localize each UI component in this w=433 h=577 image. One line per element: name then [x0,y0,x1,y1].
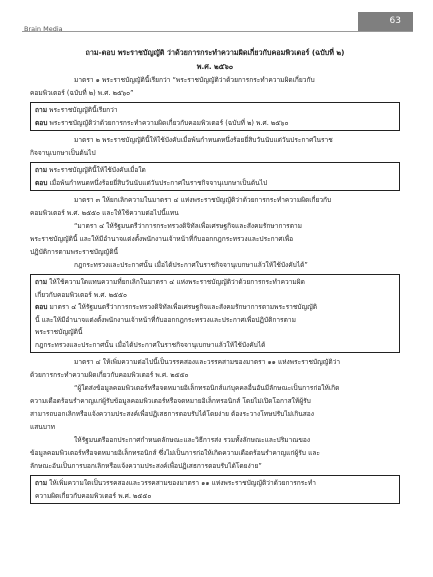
title-line-1: ถาม-ตอบ พระราชบัญญัติ ว่าด้วยการกระทำความผิดเกี่ยวกับคอมพิวเตอร์ (ฉบับที่ ๒) [85,48,345,57]
section1-para-line: มาตรา ๑ พระราชบัญญัตินี้เรียกว่า “พระราชบัญญัติว่าด้วยการกระทำความผิดเกี่ยวกับ [74,76,315,84]
question-label: ถาม [35,479,48,487]
section4-quote-line: สามารถบอกเลิกหรือแจ้งความประสงค์เพื่อปฏิเสธการตอบรับได้โดยง่าย ต้องระวางโทษปรับไม่เกินสอง [30,410,314,418]
answer-text: พระราชบัญญัติว่าด้วยการกระทำความผิดเกี่ยวกับคอมพิวเตอร์ (ฉบับที่ ๒) พ.ศ. ๒๕๖๐ [49,118,289,127]
page-header [22,12,413,32]
answer-text: มาตรา ๔ ให้รัฐมนตรีว่าการกระทรวงดิจิทัลเพื่อเศรษฐกิจและสังคมรักษาการตามพระราชบัญญัติ [49,303,318,311]
section3-quote-line: ปฏิบัติการตามพระราชบัญญัตินี้ [30,248,119,256]
section4-quote-line: แสนบาท [30,423,56,431]
section3-quote-line: กฎกระทรวงและประกาศนั้น เมื่อได้ประกาศในราชกิจจานุเบกษาแล้วให้ใช้บังคับได้” [74,261,308,269]
section4-para-line: มาตรา ๔ ให้เพิ่มความต่อไปนี้เป็นวรรคสองและวรรคสามของมาตรา ๑๑ แห่งพระราชบัญญัติว่า [74,358,341,366]
question-label: ถาม [35,106,48,114]
question-text: ให้เพิ่มความใดเป็นวรรคสองและวรรคสามของมาตรา ๑๑ แห่งพระราชบัญญัติว่าด้วยการกระทำ [49,479,316,487]
page-number-badge [358,12,413,31]
answer-label: ตอบ [35,178,48,187]
section3-para-line: คอมพิวเตอร์ พ.ศ. ๒๕๕๐ และให้ใช้ความต่อไปนี้แทน [30,209,179,217]
qa-box-section3 [30,274,400,353]
section4-quote-line: ข้อมูลคอมพิวเตอร์หรือจดหมายอิเล็กทรอนิกส์ ซึ่งไม่เป็นการก่อให้เกิดความเดือดร้อนรำคาญแก่ผู้รับ และ [30,449,320,457]
document-title [30,46,400,74]
section4-quote-line: ให้รัฐมนตรีออกประกาศกำหนดลักษณะและวิธีการส่ง รวมทั้งลักษณะและปริมาณของ [74,436,311,444]
section1-para-line: คอมพิวเตอร์ (ฉบับที่ ๒) พ.ศ. ๒๕๖๐” [30,89,134,97]
answer-label: ตอบ [35,118,48,127]
qa-box-section1 [30,102,400,131]
answer-text: เมื่อพ้นกำหนดหนึ่งร้อยยี่สิบวันนับแต่วันประกาศในราชกิจจานุเบกษาเป็นต้นไป [49,178,268,187]
question-label: ถาม [35,166,48,174]
section4-para-line: ด้วยการกระทำความผิดเกี่ยวกับคอมพิวเตอร์ พ.ศ. ๒๕๕๐ [30,371,189,379]
answer-text: นี้ และให้มีอำนาจแต่งตั้งพนักงานเจ้าหน้าที่กับออกกฎกระทรวงและประกาศเพื่อปฏิบัติการตาม [35,315,296,324]
answer-label: ตอบ [35,303,48,311]
section2-para-line: กิจจานุเบกษาเป็นต้นไป [30,149,96,157]
question-text: ให้ใช้ความใดแทนความที่ยกเลิกในมาตรา ๔ แห่งพระราชบัญญัติว่าด้วยการกระทำความผิด [49,278,305,286]
qa-box-section2 [30,162,400,191]
section3-quote-line: พระราชบัญญัตินี้ และให้มีอำนาจแต่งตั้งพนักงานเจ้าหน้าที่กับออกกฎกระทรวงและประกาศเพื่อ [30,235,294,243]
answer-text: พระราชบัญญัตินี้ [35,328,83,336]
qa-box-section4 [30,475,400,504]
page-content [30,46,400,507]
question-label: ถาม [35,278,48,286]
section4-quote-line: ความเดือดร้อนรำคาญแก่ผู้รับข้อมูลคอมพิวเตอร์หรือจดหมายอิเล็กทรอนิกส์ โดยไม่เปิดโอกาสให้ผู้รับ [30,397,311,405]
section3-quote-line: “มาตรา ๔ ให้รัฐมนตรีว่าการกระทรวงดิจิทัลเพื่อเศรษฐกิจและสังคมรักษาการตาม [74,222,303,230]
question-text: เกี่ยวกับคอมพิวเตอร์ พ.ศ. ๒๕๕๐ [35,290,128,299]
question-text: ความผิดเกี่ยวกับคอมพิวเตอร์ พ.ศ. ๒๕๕๐ [35,491,152,500]
section4-quote-line: “ผู้ใดส่งข้อมูลคอมพิวเตอร์หรือจดหมายอิเล็กทรอนิกส์แก่บุคคลอื่นอันมีลักษณะเป็นการก่อให้เกิด [74,384,340,392]
section2-para-line: มาตรา ๒ พระราชบัญญัตินี้ให้ใช้บังคับเมื่อพ้นกำหนดหนึ่งร้อยยี่สิบวันนับแต่วันประกาศในราช [74,136,333,144]
section4-quote-line: ลักษณะอันเป็นการบอกเลิกหรือแจ้งความประสงค์เพื่อปฏิเสธการตอบรับได้โดยง่าย” [30,462,262,470]
title-line-2: พ.ศ. ๒๕๖๐ [196,62,234,71]
answer-text: กฎกระทรวงและประกาศนั้น เมื่อได้ประกาศในราชกิจจานุเบกษาแล้วให้ใช้บังคับได้ [35,340,266,349]
brand-name: Brain Media [24,25,63,33]
question-text: พระราชบัญญัตินี้เรียกว่า [49,106,118,114]
question-text: พระราชบัญญัตินี้ให้ใช้บังคับเมื่อใด [49,166,146,174]
section3-para-line: มาตรา ๓ ให้ยกเลิกความในมาตรา ๔ แห่งพระราชบัญญัติว่าด้วยการกระทำความผิดเกี่ยวกับ [74,196,332,204]
page-number: 63 [389,16,401,26]
